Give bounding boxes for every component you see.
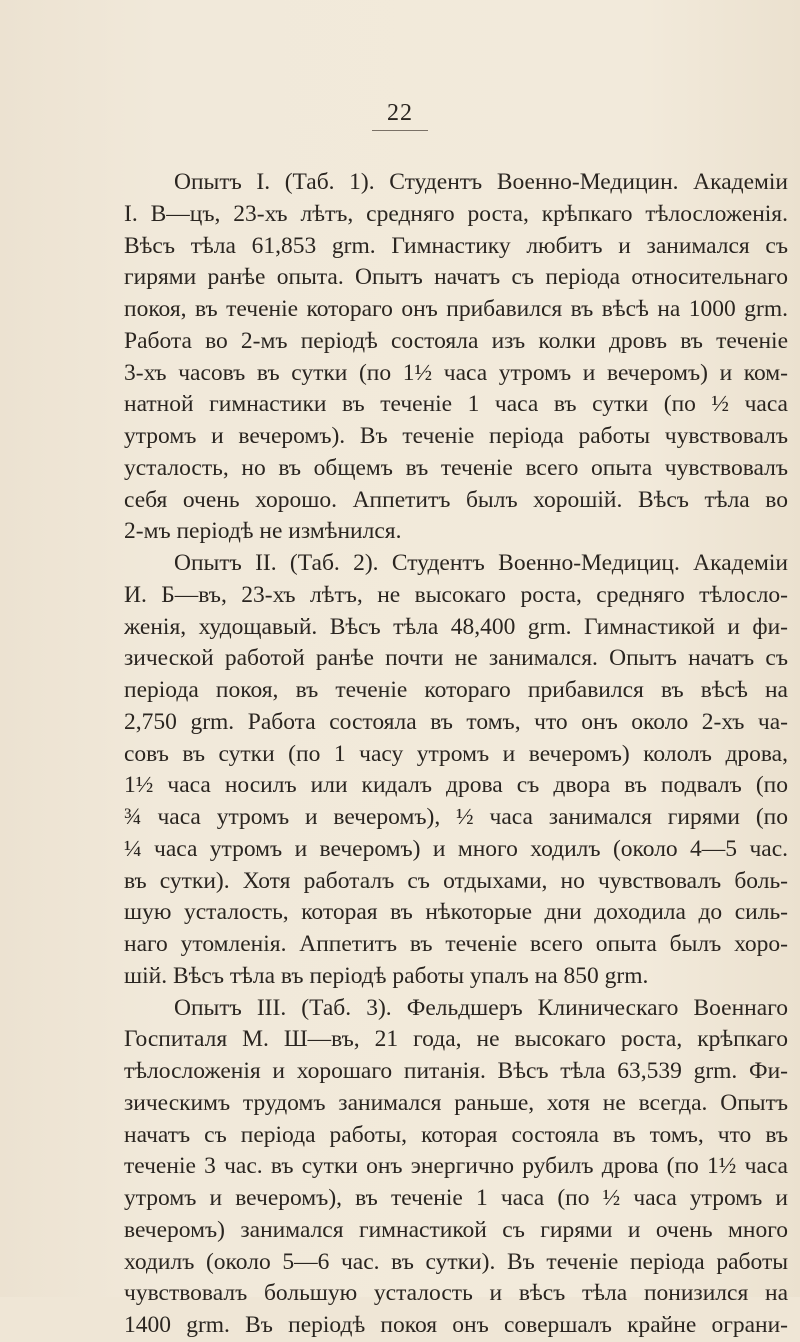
text-line: въ сутки). Хотя работалъ съ отдыхами, но чувствовалъ боль- [124,867,788,894]
text-line: I. В—цъ, 23-хъ лѣтъ, средняго роста, крѣпкаго тѣлосложенія. [124,200,788,227]
text-line: 2-мъ періодѣ не измѣнился. [124,518,402,545]
text-line: Госпиталя М. Ш—въ, 21 года, не высокаго роста, крѣпкаго [124,1026,788,1053]
text-line: утромъ и вечеромъ), въ теченіе 1 часа (по ½ часа утромъ и [124,1185,788,1211]
text-line: гирями ранѣе опыта. Опытъ начатъ съ періода относительнаго [124,264,788,291]
text-line: 3-хъ часовъ въ сутки (по 1½ часа утромъ и вечеромъ) и ком- [124,359,788,386]
text-line: женія, худощавый. Вѣсъ тѣла 48,400 grm. Гимнастикой и фи- [124,613,788,640]
text-line: усталость, но въ общемъ въ теченіе всего опыта чувствовалъ [124,454,788,481]
text-line: ¼ часа утромъ и вечеромъ) и много ходилъ (около 4—5 час. [124,835,788,862]
text-line: ходилъ (около 5—6 час. въ сутки). Въ теченіе періода работы [124,1248,788,1275]
text-line: наго утомленія. Аппетитъ въ теченіе всего опыта былъ хоро- [124,931,788,957]
text-line: И. Б—въ, 23-хъ лѣтъ, не высокаго роста, средняго тѣлосло- [124,581,788,608]
text-line: зическимъ трудомъ занимался раньше, хотя не всегда. Опытъ [124,1089,788,1116]
text-line: начатъ съ періода работы, которая состояла въ томъ, что въ [124,1121,788,1148]
text-line: утромъ и вечеромъ). Въ теченіе періода работы чувствовалъ [124,423,788,449]
text-line: 2,750 grm. Работа состояла въ томъ, что онъ около 2-хъ ча- [124,708,788,735]
text-line: чувствовалъ большую усталость и вѣсъ тѣла понизился на [124,1280,788,1307]
text-line: Работа во 2-мъ періодѣ состояла изъ колки дровъ въ теченіе [124,327,788,354]
text-line: Опытъ II. (Таб. 2). Студентъ Военно-Медициц. Академіи [174,550,788,576]
text-line: вечеромъ) занимался гимнастикой съ гирями и очень много [124,1216,788,1243]
text-line: зической работой ранѣе почти не занимался. Опытъ начатъ съ [124,645,788,672]
body-text [124,167,788,1342]
text-line: натной гимнастики въ теченіе 1 часа въ сутки (по ½ часа [124,391,788,418]
text-line: шую усталость, которая въ нѣкоторые дни доходила до силь- [124,899,788,926]
page-number: 22 [387,100,413,126]
text-line: Опытъ III. (Таб. 3). Фельдшеръ Клиническаго Военнаго [174,994,788,1021]
text-line: тѣлосложенія и хорошаго питанія. Вѣсъ тѣла 63,539 grm. Фи- [124,1058,788,1084]
text-line: ¾ часа утромъ и вечеромъ), ½ часа занимался гирями (по [124,804,788,830]
text-line: себя очень хорошо. Аппетитъ былъ хорошій. Вѣсъ тѣла во [124,486,788,513]
text-line: 1400 grm. Въ періодѣ покоя онъ совершалъ крайне ограни- [124,1312,788,1338]
text-line: шій. Вѣсъ тѣла въ періодѣ работы упалъ на 850 grm. [124,962,649,989]
text-line: совъ въ сутки (по 1 часу утромъ и вечеромъ) кололъ дрова, [124,740,788,767]
text-line: покоя, въ теченіе котораго онъ прибавился въ вѣсѣ на 1000 grm. [124,296,788,322]
text-line: Опытъ I. (Таб. 1). Студентъ Военно-Медицин. Академіи [174,169,788,195]
text-line: теченіе 3 час. въ сутки онъ энергично рубилъ дрова (по 1½ часа [124,1153,788,1180]
page-number-underline [372,130,428,131]
text-line: періода покоя, въ теченіе котораго прибавился въ вѣсѣ на [124,677,788,703]
text-line: Вѣсъ тѣла 61,853 grm. Гимнастику любитъ и занимался съ [124,232,788,259]
text-line: 1½ часа носилъ или кидалъ дрова съ двора въ подвалъ (по [124,772,788,799]
